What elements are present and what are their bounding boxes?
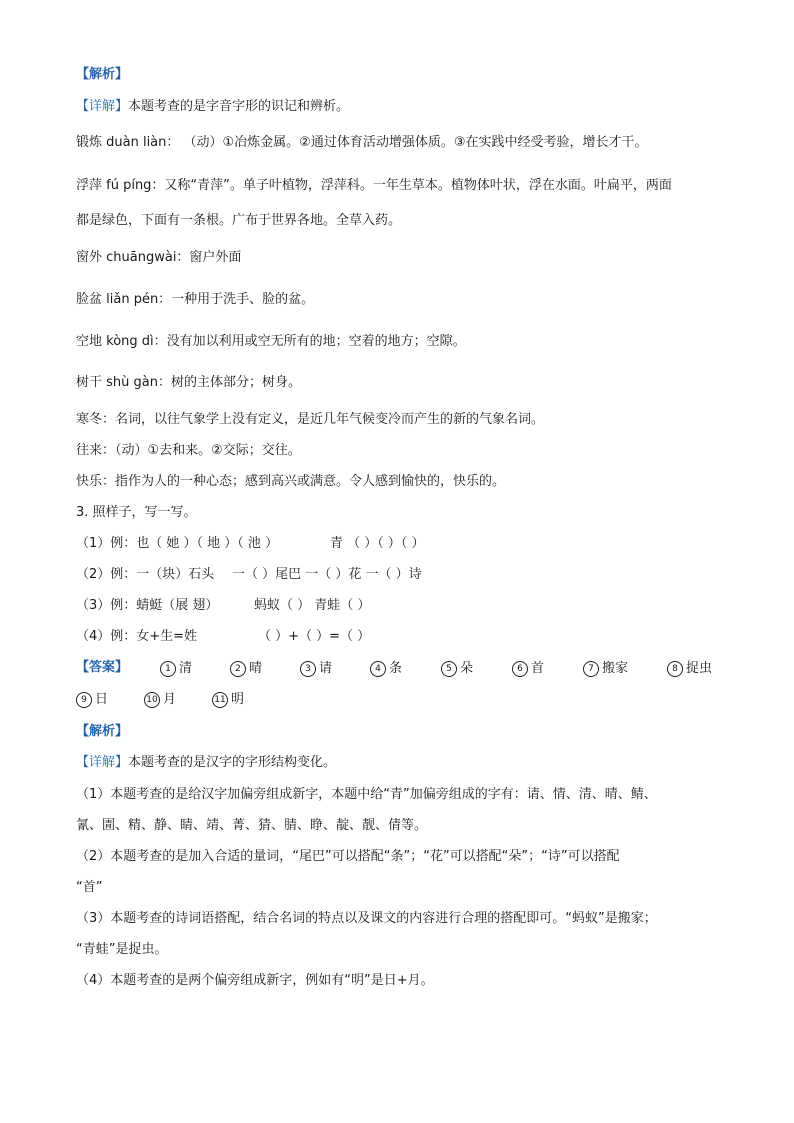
- circle-number: 4: [370, 661, 386, 677]
- circle-number: 6: [512, 661, 528, 677]
- detail-text-2: 本题考查的是汉字的字形结构变化。: [128, 755, 337, 770]
- entry-line: 空地 kòng dì：没有加以利用或空无所有的地；空着的地方；空隙。: [76, 334, 466, 349]
- circle-number: 5: [441, 661, 457, 677]
- detail-tag-2: 【详解】: [76, 755, 129, 770]
- answer-item: [667, 660, 712, 678]
- answer-text: 条: [389, 661, 403, 676]
- detail-tag-1: 【详解】: [76, 99, 129, 114]
- analysis-heading-2: 【解析】: [76, 724, 129, 739]
- entry-line: 快乐：指作为人的一种心态；感到高兴或满意。令人感到愉快的，快乐的。: [76, 474, 506, 489]
- answer-text: 朵: [460, 661, 474, 676]
- answer-text: 请: [319, 661, 333, 676]
- entry-line: 寒冬：名词，以往气象学上没有定义，是近几年气候变冷而产生的新的气象名词。: [76, 412, 545, 427]
- explanation-line: 氰、圊、精、静、睛、靖、菁、猜、腈、睁、靛、靓、倩等。: [76, 818, 428, 833]
- answer-text: 清: [179, 661, 193, 676]
- answer-text: 晴: [249, 661, 263, 676]
- circle-number: 1: [160, 661, 176, 677]
- circle-number: 3: [300, 661, 316, 677]
- circle-number: 2: [230, 661, 246, 677]
- answer-item: [370, 660, 402, 678]
- question-example: （2）例：一（块）石头: [76, 567, 215, 582]
- answer-label: 【答案】: [76, 660, 129, 675]
- entry-line: 浮萍 fú píng：又称“青萍”。单子叶植物，浮萍科。一年生草本。植物体叶状，浮在水面。叶扁平，两面: [76, 178, 672, 193]
- explanation-line: （4）本题考查的是两个偏旁组成新字，例如有“明”是日+月。: [76, 973, 434, 988]
- question-blank: 蚂蚁（ ） 青蛙（ ）: [254, 598, 371, 613]
- question-title: 3. 照样子，写一写。: [76, 505, 197, 520]
- answer-item: [144, 691, 176, 709]
- explanation-line: （3）本题考查的诗词语搭配，结合名词的特点以及课文的内容进行合理的搭配即可。“蚂蚁”是搬家；: [76, 911, 657, 926]
- answer-text: 捉虫: [686, 661, 713, 676]
- explanation-line: “首”: [76, 880, 103, 895]
- question-blank: （ ）+（ ）=（ ）: [258, 629, 371, 644]
- answer-item: [441, 660, 473, 678]
- answer-text: 首: [531, 661, 545, 676]
- explanation-line: （1）本题考查的是给汉字加偏旁组成新字，本题中给“青”加偏旁组成的字有：请、情、清、晴、鲭、: [76, 787, 657, 802]
- answer-item: [160, 660, 192, 678]
- question-example: （1）例：也（ 她 ）（ 地 ）（ 池 ）: [76, 536, 279, 551]
- answer-item: [76, 691, 108, 709]
- circle-number: 7: [583, 661, 599, 677]
- detail-line-1: [76, 98, 734, 116]
- answer-text: 月: [163, 692, 177, 707]
- entry-line: 树干 shù gàn：树的主体部分；树身。: [76, 375, 301, 390]
- question-example: （4）例：女+生=姓: [76, 629, 198, 644]
- answer-item: [300, 660, 332, 678]
- circle-number: 9: [76, 692, 92, 708]
- entry-line: 窗外 chuāngwài：窗户外面: [76, 250, 242, 265]
- analysis-heading-1: 【解析】: [76, 67, 129, 82]
- detail-text-1: 本题考查的是字音字形的识记和辨析。: [128, 99, 350, 114]
- answer-item: [230, 660, 262, 678]
- question-blank: 一（ ）尾巴 一（ ）花 一（ ）诗: [232, 567, 422, 582]
- explanation-line: “青蛙”是捉虫。: [76, 942, 168, 957]
- explanation-line: （2）本题考查的是加入合适的量词，“尾巴”可以搭配“条”；“花”可以搭配“朵”；“诗”可以搭配: [76, 849, 620, 864]
- detail-line-2: [76, 754, 734, 772]
- question-example: （3）例：蜻蜓（展 翅）: [76, 598, 219, 613]
- entry-line: 脸盆 liǎn pén：一种用于洗手、脸的盆。: [76, 292, 315, 307]
- entry-line: 往来：（动）①去和来。②交际；交往。: [76, 443, 301, 458]
- answer-text: 搬家: [602, 661, 629, 676]
- answer-item: [512, 660, 544, 678]
- question-blank: 青 （ ）（ ）（ ）: [330, 536, 425, 551]
- answer-text: 日: [95, 692, 109, 707]
- circle-number: 10: [144, 692, 160, 708]
- answer-item: [212, 691, 244, 709]
- entry-line: 锻炼 duàn liàn： （动）①冶炼金属。②通过体育活动增强体质。③在实践中经受考验，增长才干。: [76, 135, 648, 150]
- entry-line: 都是绿色，下面有一条根。广布于世界各地。全草入药。: [76, 213, 402, 228]
- answer-item: [583, 660, 628, 678]
- circle-number: 8: [667, 661, 683, 677]
- answer-text: 明: [231, 692, 245, 707]
- circle-number: 11: [212, 692, 228, 708]
